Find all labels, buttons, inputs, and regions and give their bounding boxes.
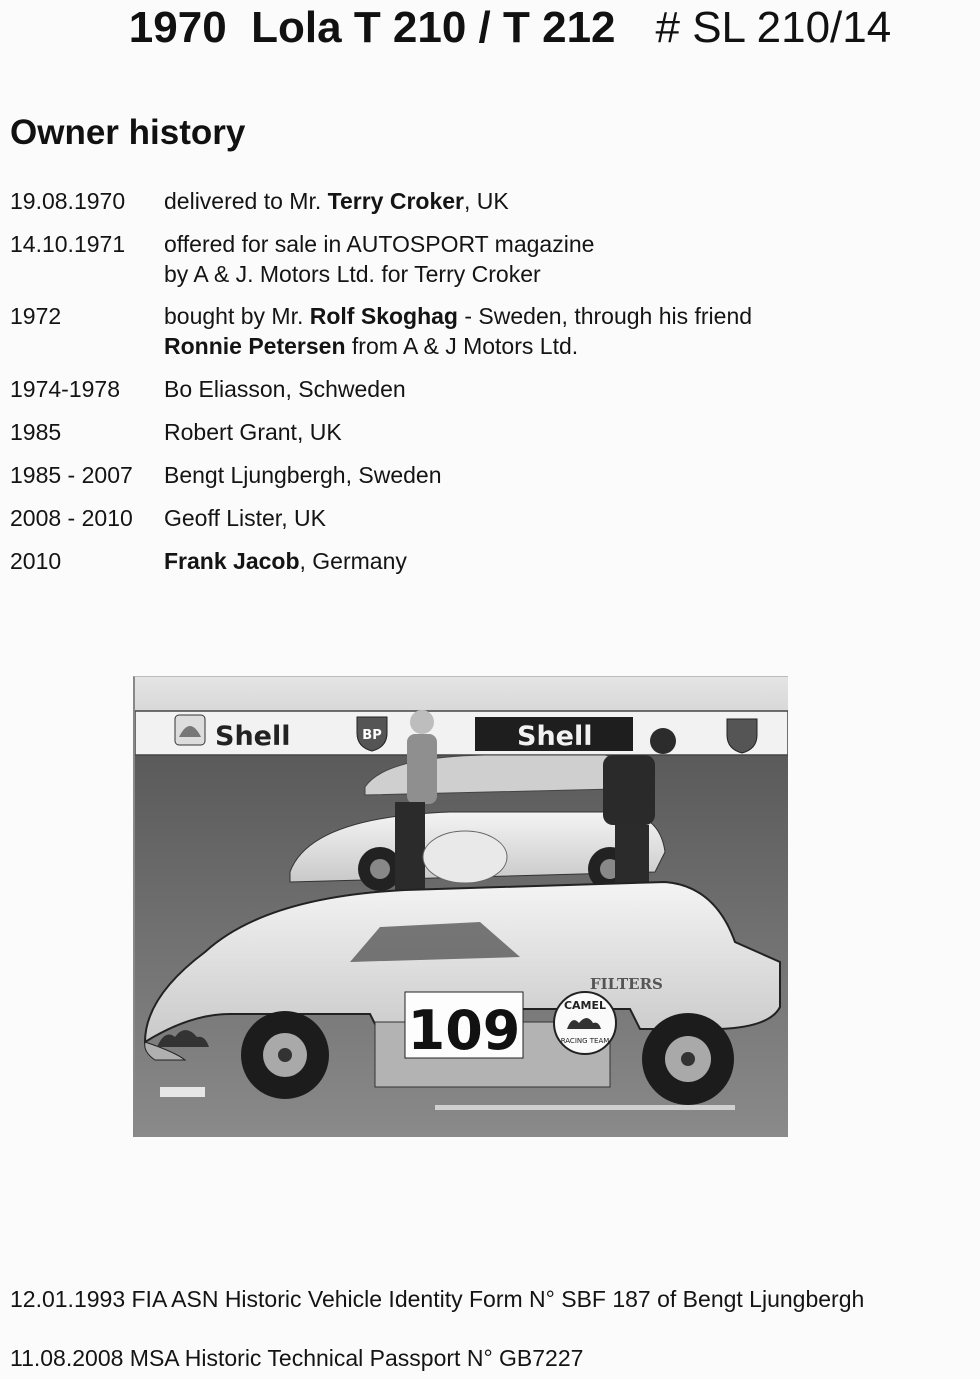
owner-history-date: 2010 [10, 548, 62, 574]
title-model: Lola T 210 / T 212 [251, 3, 616, 52]
owner-name: Ronnie Petersen [164, 333, 346, 359]
description-text: Bengt Ljungbergh, Sweden [164, 462, 442, 488]
owner-name: Frank Jacob [164, 548, 300, 574]
description-text: by A & J. Motors Ltd. for Terry Croker [164, 261, 541, 287]
description-line [164, 546, 910, 576]
owner-history-description [164, 503, 910, 533]
description-text: delivered to Mr. [164, 188, 328, 214]
owner-history-date: 14.10.1971 [10, 231, 126, 257]
owner-history-row [10, 186, 910, 216]
owner-history-description [164, 546, 910, 576]
badge-camel-text: CAMEL [563, 999, 607, 1012]
section-heading: Owner history [10, 113, 246, 152]
owner-name: Terry Croker [327, 188, 465, 214]
title-chassis-number: # SL 210/14 [655, 3, 892, 52]
owner-name: Rolf Skoghag [309, 303, 458, 329]
document-title [0, 2, 980, 54]
owner-history-date: 1985 - 2007 [10, 462, 133, 488]
owner-history-row [10, 417, 910, 447]
bp-badge-right-icon [727, 719, 757, 753]
owner-history-description [164, 417, 910, 447]
car-number: 109 [407, 999, 521, 1062]
description-text: - Sweden, through his friend [457, 303, 753, 329]
owner-history-row [10, 503, 910, 533]
owner-history-date: 1972 [10, 303, 62, 329]
shell-logo-icon [175, 715, 205, 745]
owner-history-row [10, 229, 910, 289]
description-line [164, 186, 910, 216]
description-text: offered for sale in AUTOSPORT magazine [164, 231, 595, 257]
badge-team-text: RACING TEAM [560, 1037, 610, 1045]
description-line [164, 259, 910, 289]
description-line [164, 374, 910, 404]
banner-shell-right: Shell [517, 721, 593, 752]
document-note-fia: 12.01.1993 FIA ASN Historic Vehicle Identity Form N° SBF 187 of Bengt Ljungbergh [10, 1286, 865, 1312]
description-text: from A & J Motors Ltd. [345, 333, 579, 359]
description-line [164, 417, 910, 447]
description-line [164, 331, 910, 361]
race-car-photo [133, 676, 788, 1137]
owner-history-description [164, 374, 910, 404]
bp-badge-icon [357, 717, 387, 751]
banner-shell-left: Shell [215, 721, 291, 752]
bp-badge-text: BP [362, 728, 382, 743]
owner-history-date: 1974-1978 [10, 376, 120, 402]
owner-history-row [10, 301, 910, 361]
owner-history-date: 1985 [10, 419, 62, 445]
owner-history-row [10, 460, 910, 490]
owner-history-description [164, 460, 910, 490]
description-text: bought by Mr. [164, 303, 310, 329]
description-text: Geoff Lister, UK [164, 505, 326, 531]
document-note-msa: 11.08.2008 MSA Historic Technical Passport N° GB7227 [10, 1345, 584, 1371]
owner-history-row [10, 374, 910, 404]
owner-history-description [164, 301, 910, 361]
description-text: , Germany [299, 548, 407, 574]
description-text: , UK [464, 188, 509, 214]
description-text: Robert Grant, UK [164, 419, 342, 445]
title-year: 1970 [128, 3, 227, 52]
owner-history-date: 19.08.1970 [10, 188, 126, 214]
owner-history-description [164, 229, 910, 289]
owner-history-date: 2008 - 2010 [10, 505, 133, 531]
camel-racing-team-badge [554, 992, 616, 1054]
description-line [164, 229, 910, 259]
description-line [164, 503, 910, 533]
description-text: Bo Eliasson, Schweden [164, 376, 406, 402]
description-line [164, 301, 910, 331]
description-line [164, 460, 910, 490]
owner-history-row [10, 546, 910, 576]
owner-history-description [164, 186, 910, 216]
rear-filters-text: FILTERS [590, 975, 663, 993]
